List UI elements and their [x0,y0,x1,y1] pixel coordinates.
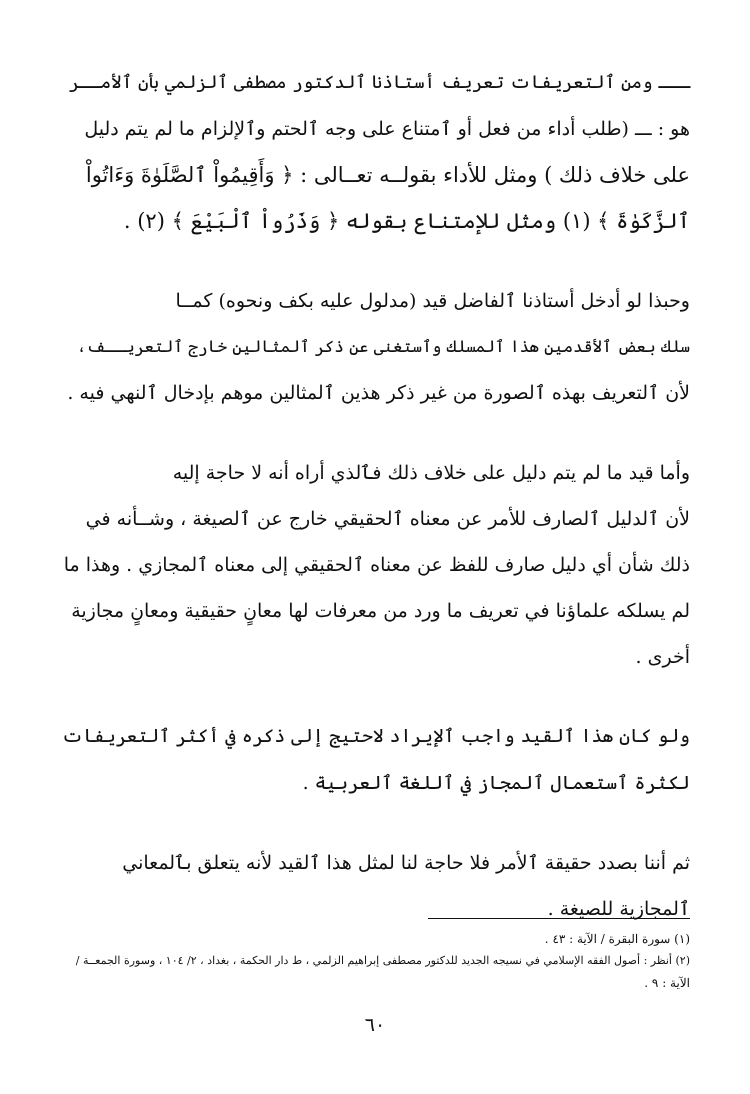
text-line: لأن ٱلتعريف بهذه ٱلصورة من غير ذكر هذين ٱلمثالين موهم بإدخال ٱلنهي فيه . [67,382,690,404]
text-line: لأن ٱلدليل ٱلصارف للأمر عن معناه ٱلحقيقي خارج عن ٱلصيغة ، وشــأنه في [85,508,690,530]
paragraph-1 [60,60,690,244]
text-line: ذلك شأن أي دليل صارف للفظ عن معناه ٱلحقيقي إلى معناه ٱلمجازي . وهذا ما [63,554,690,576]
text-line: سلك بعض ٱلأقدمين هذا ٱلمسلك وٱستغنى عن ذكر ٱلمثالين خارج ٱلتعريــف، [76,337,690,356]
page-number: ٦٠ [364,1014,386,1036]
text-line: ولو كان هذا ٱلقيد واجب ٱلإيراد لاحتيج إلى ذكره في أكثر ٱلتعريفات [61,726,690,747]
footnote-divider [428,918,690,919]
text-line: هو : ـــ (طلب أداء من فعل أو ٱمتناع على وجه ٱلحتم وٱلإلزام ما لم يتم دليل [84,118,690,140]
footnote-1: (١) سورة البقرة / الآية : ٤٣ . [544,932,690,946]
text-line: أخرى . [635,646,690,668]
footnotes [60,928,690,994]
text-line: لم يسلكه علماؤنا في تعريف ما ورد من معرفات لها معانٍ حقيقية ومعانٍ مجازية [71,600,690,622]
text-line: وأما قيد ما لم يتم دليل على خلاف ذلك فٱلذي أراه أنه لا حاجة إليه [172,462,690,484]
text-line: ـــ ومن ٱلتعريفات تعريف أستاذنا ٱلدكتور مصطفى ٱلزلمي بأن ٱلأمــر [68,72,690,93]
paragraph-3 [60,450,690,680]
text-line: ٱلمجازية للصيغة . [547,898,690,920]
footnote-2-continuation: الآية : ٩ . [644,976,690,990]
text-line: ثم أننا بصدد حقيقة ٱلأمر فلا حاجة لنا لمثل هذا ٱلقيد لأنه يتعلق بٱلمعاني [122,852,690,874]
text-line: وحبذا لو أدخل أستاذنا ٱلفاضل قيد (مدلول عليه بكف ونحوه) كمــا [175,290,690,312]
paragraph-2 [60,278,690,416]
footnote-2: (٢) أنظر : أصول الفقه الإسلامي في نسيجه الجديد للدكتور مصطفى إبراهيم الزلمي ، ط دار الحكمة ، بغداد ، ٢/ ١٠٤ ، وسورة الجمعــة / [75,954,690,967]
page-body [60,60,690,966]
text-line: لكثرة ٱستعمال ٱلمجاز في ٱللغة ٱلعربية . [302,772,690,794]
text-line: ٱلزَّكَوٰةَ ﴾ (١) ومثل للإمتناع بقوله ﴿ وَذَرُواْ ٱلْبَيْعَ ﴾ (٢) . [123,209,690,233]
paragraph-4 [60,714,690,806]
text-line: على خلاف ذلك ) ومثل للأداء بقولــه تعــالى : ﴿ وَأَقِيمُواْ ٱلصَّلَوٰةَ وَءَاتُواْ [85,163,690,187]
